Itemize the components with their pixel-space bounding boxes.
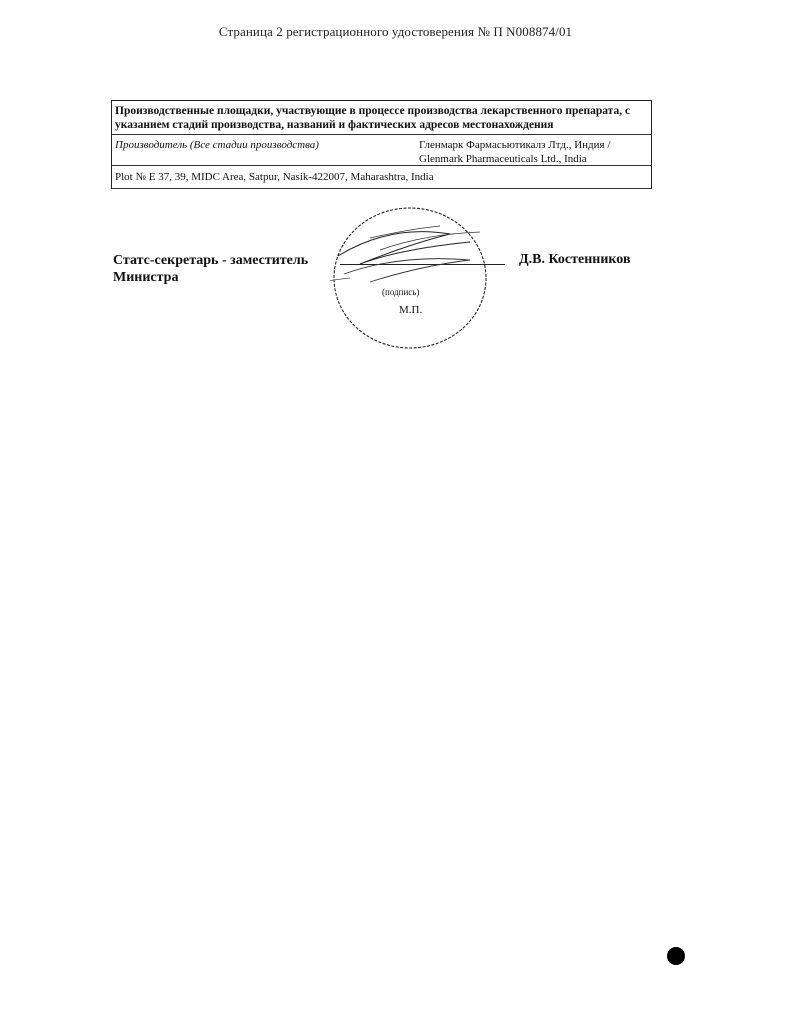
page-marker-dot <box>667 947 685 965</box>
address-row: Plot № E 37, 39, MIDC Area, Satpur, Nasik-422007, Maharashtra, India <box>111 166 652 189</box>
signature-stroke <box>330 278 350 284</box>
page-header: Страница 2 регистрационного удостоверения № П N008874/01 <box>218 24 573 39</box>
signatory-position-line1: Статс-секретарь - заместитель <box>113 253 309 268</box>
production-sites-table <box>111 100 652 189</box>
signatory-position-line2: Министра <box>113 270 179 285</box>
table-header-row: Производственные площадки, участвующие в процессе производства лекарственного препарата, с указанием стадий производства, названий и фактических адресов местонахождения <box>111 101 652 135</box>
signature-stroke <box>344 259 470 282</box>
signatory-position <box>113 252 308 286</box>
producer-name <box>419 138 610 166</box>
seal-label: М.П. <box>399 304 423 316</box>
producer-row <box>111 135 652 166</box>
producer-name-ru: Гленмарк Фармасьютикалз Лтд., Индия / <box>419 139 611 151</box>
official-seal-icon <box>330 204 490 352</box>
signature-caption: (подпись) <box>382 287 420 297</box>
signatory-name: Д.В. Костенников <box>519 252 631 267</box>
producer-label: Производитель (Все стадии производства) <box>115 139 319 151</box>
producer-name-en: Glenmark Pharmaceuticals Ltd., India <box>419 153 587 165</box>
signature-stroke <box>370 226 480 250</box>
